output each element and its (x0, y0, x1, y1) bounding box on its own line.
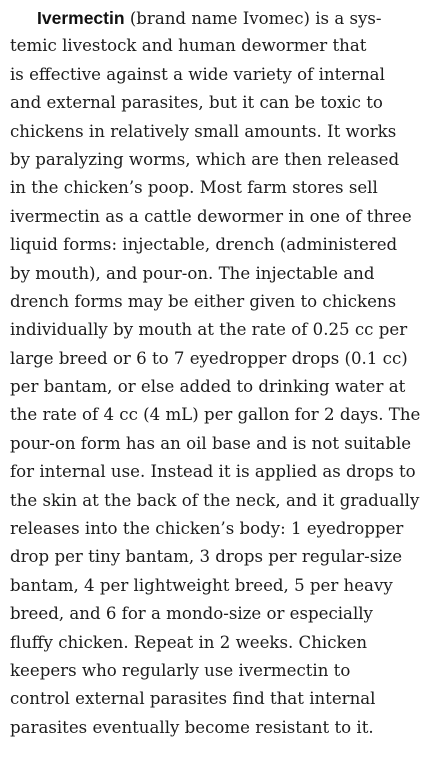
paragraph-line: control external parasites find that internal (10, 689, 376, 709)
paragraph-line: releases into the chicken’s body: 1 eyedropper (10, 519, 404, 539)
paragraph-line: and external parasites, but it can be toxic to (10, 93, 383, 113)
paragraph-line: chickens in relatively small amounts. It works (10, 121, 397, 141)
paragraph-line: ivermectin as a cattle dewormer in one of three (10, 206, 412, 226)
ivermectin-paragraph (10, 4, 422, 742)
paragraph-line: is effective against a wide variety of internal (10, 64, 385, 84)
paragraph-line: fluffy chicken. Repeat in 2 weeks. Chicken (10, 632, 368, 652)
paragraph-line: drench forms may be either given to chickens (10, 291, 397, 311)
paragraph-line: pour-on form has an oil base and is not suitable (10, 433, 412, 453)
term-heading: Ivermectin (37, 8, 125, 28)
paragraph-line: temic livestock and human dewormer that (10, 36, 367, 56)
paragraph-line: by paralyzing worms, which are then released (10, 149, 400, 169)
paragraph-line: individually by mouth at the rate of 0.25 cc per (10, 320, 408, 340)
paragraph-line: bantam, 4 per lightweight breed, 5 per heavy (10, 575, 393, 595)
paragraph-line: the skin at the back of the neck, and it gradually (10, 490, 420, 510)
paragraph-line: for internal use. Instead it is applied as drops to (10, 462, 416, 482)
text-page (10, 4, 422, 742)
paragraph-line: per bantam, or else added to drinking water at (10, 377, 406, 397)
paragraph-line: parasites eventually become resistant to it. (10, 717, 374, 737)
paragraph-line: drop per tiny bantam, 3 drops per regular-size (10, 547, 403, 567)
line-text: (brand name Ivomec) is a sys- (124, 9, 382, 28)
paragraph-line: keepers who regularly use ivermectin to (10, 660, 351, 680)
paragraph-line: breed, and 6 for a mondo-size or especially (10, 604, 373, 624)
paragraph-line: in the chicken’s poop. Most farm stores sell (10, 178, 378, 198)
paragraph-line: by mouth), and pour-on. The injectable and (10, 263, 375, 283)
paragraph-line (10, 4, 422, 32)
paragraph-line: large breed or 6 to 7 eyedropper drops (0.1 cc) (10, 348, 408, 368)
paragraph-line: liquid forms: injectable, drench (administered (10, 235, 398, 255)
paragraph-line: the rate of 4 cc (4 mL) per gallon for 2 days. The (10, 405, 421, 425)
